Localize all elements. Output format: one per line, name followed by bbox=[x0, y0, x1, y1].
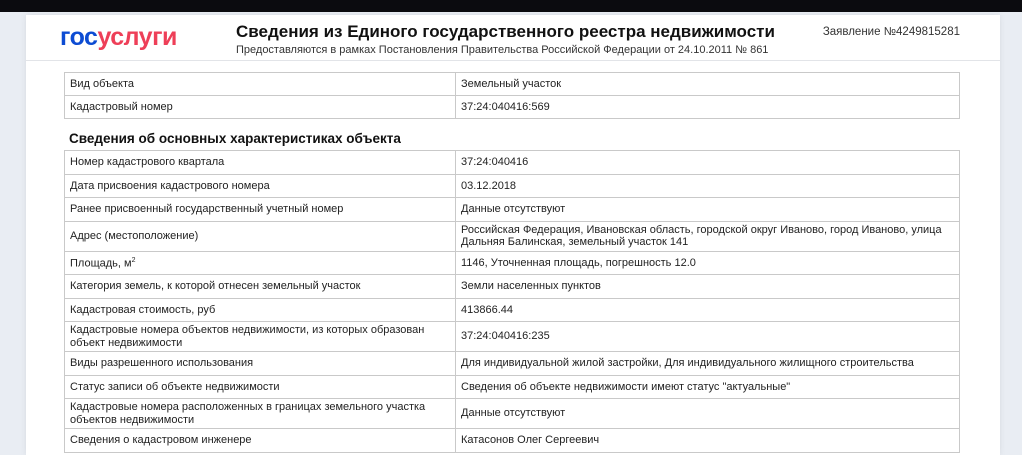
characteristics-table bbox=[64, 150, 960, 453]
document-page bbox=[26, 15, 1000, 455]
gosuslugi-logo[interactable]: госуслуги bbox=[60, 23, 177, 51]
top-bar bbox=[0, 0, 1022, 12]
table-row: Категория земель, к которой отнесен земельный участок Земли населенных пунктов bbox=[65, 275, 960, 299]
table-row: Статус записи об объекте недвижимости Сведения об объекте недвижимости имеют статус "актуальные" bbox=[65, 375, 960, 399]
object-table bbox=[64, 72, 960, 119]
section-title: Сведения об основных характеристиках объекта bbox=[69, 131, 401, 146]
document-title: Сведения из Единого государственного реестра недвижимости bbox=[236, 22, 775, 41]
document-header bbox=[26, 15, 1000, 61]
application-number: Заявление №4249815281 bbox=[822, 26, 960, 38]
table-row: Ранее присвоенный государственный учетный номер Данные отсутствуют bbox=[65, 198, 960, 222]
table-row: Дата присвоения кадастрового номера 03.12.2018 bbox=[65, 174, 960, 198]
table-row: Номер кадастрового квартала 37:24:040416 bbox=[65, 151, 960, 175]
table-row: Кадастровая стоимость, руб 413866.44 bbox=[65, 298, 960, 322]
table-row: Вид объекта Земельный участок bbox=[65, 73, 960, 96]
table-row: Кадастровые номера объектов недвижимости, из которых образован объект недвижимости 37:24:040416:235 bbox=[65, 322, 960, 352]
document-subtitle: Предоставляются в рамках Постановления Правительства Российской Федерации от 24.10.2011 № 861 bbox=[236, 44, 769, 56]
table-row: Сведения о кадастровом инженере Катасонов Олег Сергеевич bbox=[65, 429, 960, 453]
table-row: Адрес (местоположение) Российская Федерация, Ивановская область, городской округ Иваново, город Иваново, улица Дальняя Балинская, земельный участок 141 bbox=[65, 221, 960, 251]
table-row: Кадастровый номер 37:24:040416:569 bbox=[65, 96, 960, 119]
table-row: Виды разрешенного использования Для индивидуальной жилой застройки, Для индивидуального жилищного строительства bbox=[65, 352, 960, 376]
table-row: Площадь, $м^2$ 1146, Уточненная площадь, погрешность 12.0 bbox=[65, 251, 960, 275]
table-row: Кадастровые номера расположенных в границах земельного участка объектов недвижимости Данные отсутствуют bbox=[65, 399, 960, 429]
